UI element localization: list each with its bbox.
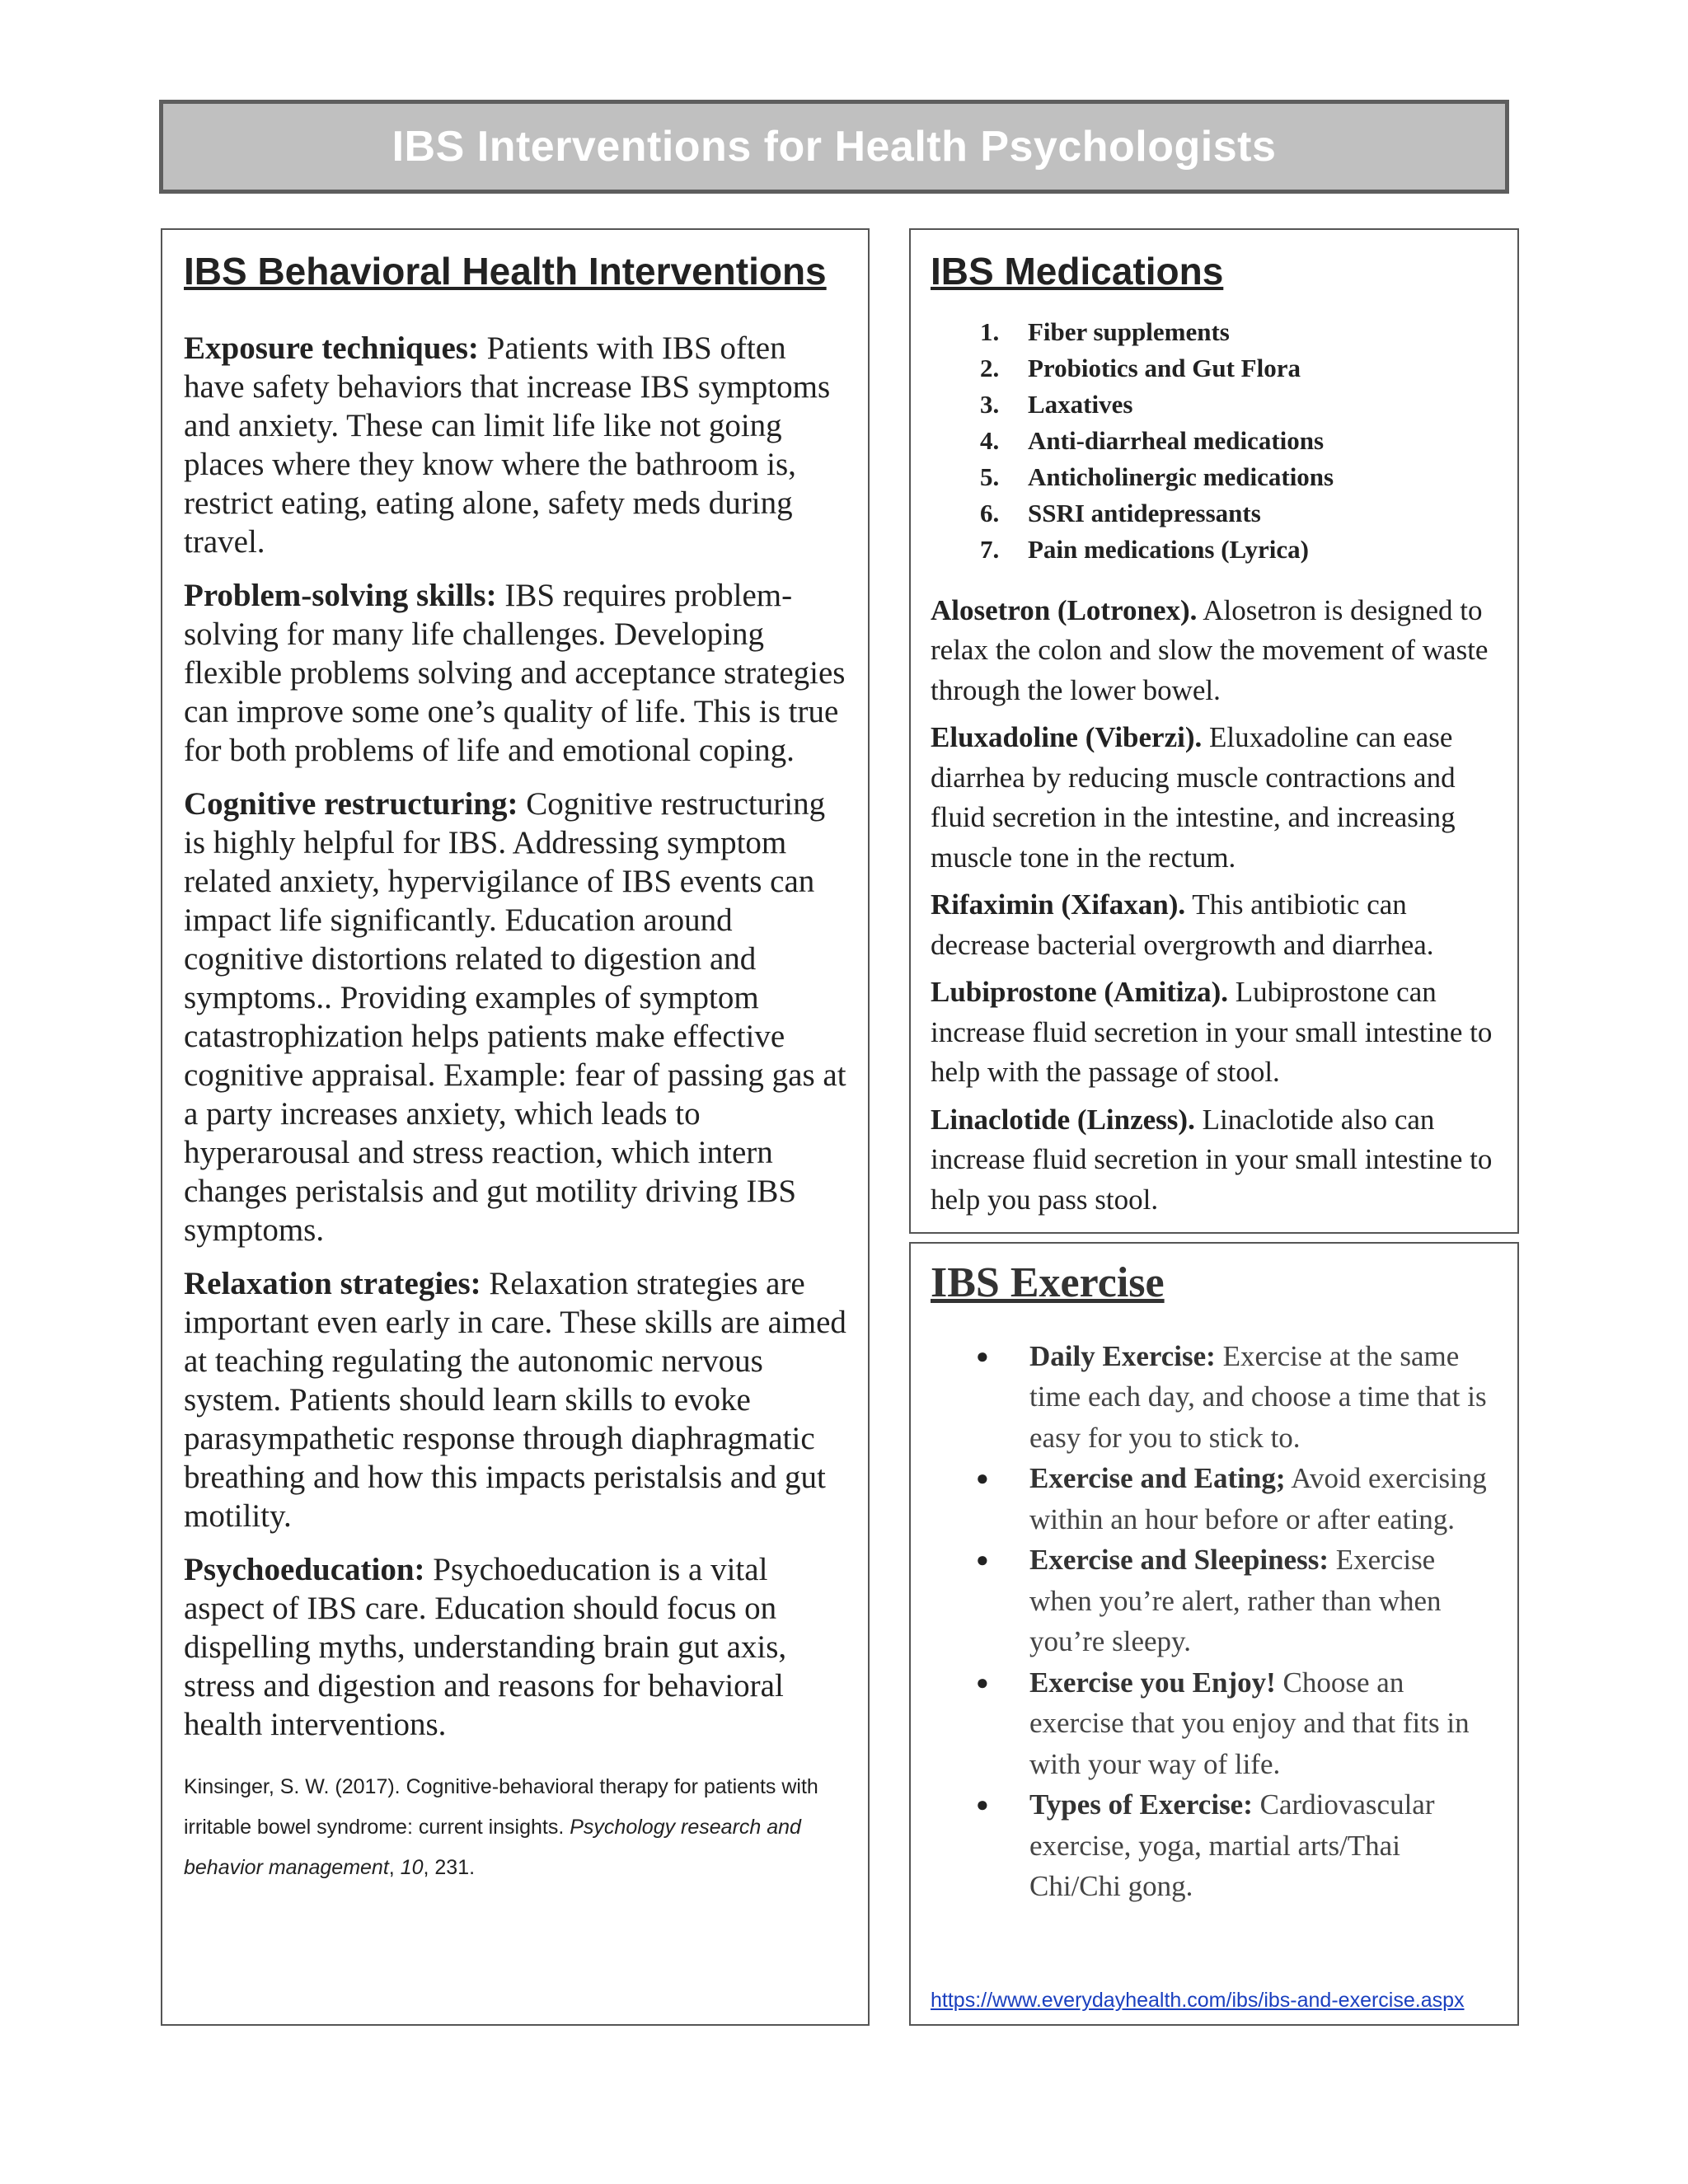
exercise-item-heading: Types of Exercise: [1029, 1788, 1253, 1821]
list-label: Probiotics and Gut Flora [1028, 353, 1301, 382]
list-item [931, 1336, 1498, 1459]
exercise-item-description: Exercise when you’re alert, rather than when you’re sleepy. [1029, 1544, 1442, 1658]
page-title: IBS Interventions for Health Psychologists [392, 123, 1277, 171]
bullet-icon: ● [976, 1793, 989, 1817]
reference-pages: , 231. [423, 1855, 476, 1879]
list-number: 3. [980, 389, 1000, 419]
exposure-techniques-heading: Exposure techniques: [184, 330, 479, 366]
drug-description: Linaclotide also can increase fluid secretion in your small intestine to help you pass stool. [931, 1103, 1493, 1216]
exercise-list [931, 1336, 1498, 1907]
list-number: 7. [980, 534, 1000, 564]
exercise-item-text [1029, 1336, 1498, 1459]
list-label: Anticholinergic medications [1028, 462, 1334, 491]
drug-description: This antibiotic can decrease bacterial overgrowth and diarrhea. [931, 888, 1434, 961]
exercise-item-text [1029, 1458, 1498, 1540]
drug-description: Alosetron is designed to relax the colon and slow the movement of waste through the lower bowel. [931, 593, 1489, 706]
exercise-item-heading: Exercise and Eating; [1029, 1462, 1286, 1495]
list-item [980, 495, 1498, 532]
source-link[interactable]: https://www.everydayhealth.com/ibs/ibs-and-exercise.aspx [931, 1989, 1465, 2012]
reference-volume: 10 [400, 1855, 424, 1879]
drug-name: Alosetron (Lotronex). [931, 593, 1198, 626]
list-number: 6. [980, 498, 1000, 527]
bullet-icon: ● [976, 1466, 989, 1491]
drug-name: Linaclotide (Linzess). [931, 1103, 1195, 1136]
cognitive-restructuring-heading: Cognitive restructuring: [184, 785, 518, 822]
medications-panel [909, 228, 1519, 1234]
drug-name: Rifaximin (Xifaxan). [931, 888, 1186, 921]
problem-solving-heading: Problem-solving skills: [184, 577, 497, 613]
drug-paragraph-alosetron [931, 591, 1498, 711]
list-item [931, 1458, 1498, 1540]
list-label: Fiber supplements [1028, 316, 1230, 346]
exercise-item-text [1029, 1540, 1498, 1662]
list-number: 5. [980, 462, 1000, 491]
medications-title: IBS Medications [931, 250, 1224, 293]
reference-authors-title: Kinsinger, S. W. (2017). Cognitive-behavioral therapy for patients with irritable bowel syndrome: current insights. [184, 1774, 818, 1839]
drug-paragraph-rifaximin [931, 885, 1498, 965]
list-item [931, 1662, 1498, 1785]
page-banner [159, 100, 1509, 194]
exposure-techniques-text: Patients with IBS often have safety behaviors that increase IBS symptoms and anxiety. These can limit life like not going places where they know where the bathroom is, restrict eating, eating alone, safety meds during travel. [184, 330, 831, 560]
relaxation-strategies-text: Relaxation strategies are important even early in care. These skills are aimed at teaching regulating the autonomic nervous system. Patients should learn skills to evoke parasympathetic response through diaphragmatic breathing and how this impacts peristalsis and gut motility. [184, 1265, 846, 1534]
list-item [980, 459, 1498, 495]
medication-list [931, 314, 1498, 568]
bullet-icon: ● [976, 1548, 989, 1572]
behavioral-interventions-panel [161, 228, 870, 2026]
list-item [931, 1784, 1498, 1907]
list-item [980, 387, 1498, 423]
list-label: Laxatives [1028, 389, 1133, 419]
cognitive-restructuring-paragraph [184, 785, 846, 1249]
exposure-techniques-paragraph [184, 329, 846, 561]
exercise-title: IBS Exercise [931, 1259, 1165, 1306]
list-item [980, 423, 1498, 459]
drug-name: Eluxadoline (Viberzi). [931, 721, 1203, 753]
bullet-icon: ● [976, 1670, 989, 1694]
reference-separator: , [388, 1855, 401, 1879]
reference-journal: Psychology research and behavior management [184, 1815, 801, 1879]
drug-description: Eluxadoline can ease diarrhea by reducing muscle contractions and fluid secretion in the intestine, and increasing muscle tone in the rectum. [931, 721, 1456, 874]
list-number: 1. [980, 316, 1000, 346]
list-item [931, 1540, 1498, 1662]
list-label: SSRI antidepressants [1028, 498, 1261, 527]
cognitive-restructuring-text: Cognitive restructuring is highly helpful for IBS. Addressing symptom related anxiety, hypervigilance of IBS events can impact life significantly. Education around cognitive distortions related to digestion and symptoms.. Providing examples of symptom catastrophization helps patients make effective cognitive appraisal. Example: fear of passing gas at a party increases anxiety, which leads to hyperarousal and stress reaction, which intern changes peristalsis and gut motility driving IBS symptoms. [184, 785, 846, 1248]
drug-paragraph-lubiprostone [931, 972, 1498, 1093]
problem-solving-paragraph [184, 576, 846, 770]
exercise-item-heading: Exercise you Enjoy! [1029, 1666, 1276, 1699]
psychoeducation-text: Psychoeducation is a vital aspect of IBS care. Education should focus on dispelling myths, understanding brain gut axis, stress and digestion and reasons for behavioral health interventions. [184, 1551, 787, 1742]
exercise-item-text [1029, 1662, 1498, 1785]
reference-citation [184, 1767, 846, 1888]
list-number: 2. [980, 353, 1000, 382]
list-label: Anti-diarrheal medications [1028, 425, 1325, 455]
list-item [980, 532, 1498, 568]
list-label: Pain medications (Lyrica) [1028, 534, 1309, 564]
drug-description: Lubiprostone can increase fluid secretion in your small intestine to help with the passage of stool. [931, 976, 1493, 1088]
list-number: 4. [980, 425, 1000, 455]
exercise-panel [909, 1242, 1519, 2026]
bullet-icon: ● [976, 1343, 989, 1368]
problem-solving-text: IBS requires problem-solving for many life challenges. Developing flexible problems solving and acceptance strategies can improve some one’s quality of life. This is true for both problems of life and emotional coping. [184, 577, 846, 768]
list-item [980, 314, 1498, 350]
drug-paragraph-eluxadoline [931, 718, 1498, 878]
exercise-item-heading: Daily Exercise: [1029, 1339, 1216, 1372]
relaxation-strategies-paragraph [184, 1264, 846, 1535]
psychoeducation-heading: Psychoeducation: [184, 1551, 425, 1587]
drug-paragraph-linaclotide [931, 1100, 1498, 1221]
exercise-item-description: Exercise at the same time each day, and choose a time that is easy for you to stick to. [1029, 1339, 1487, 1454]
exercise-item-text [1029, 1784, 1498, 1907]
exercise-item-description: Cardiovascular exercise, yoga, martial arts/Thai Chi/Chi gong. [1029, 1788, 1435, 1903]
exercise-item-description: Choose an exercise that you enjoy and that fits in with your way of life. [1029, 1666, 1470, 1780]
psychoeducation-paragraph [184, 1550, 846, 1744]
exercise-item-description: Avoid exercising within an hour before or after eating. [1029, 1462, 1487, 1535]
list-item [980, 350, 1498, 387]
drug-name: Lubiprostone (Amitiza). [931, 976, 1229, 1008]
relaxation-strategies-heading: Relaxation strategies: [184, 1265, 481, 1301]
behavioral-interventions-title: IBS Behavioral Health Interventions [184, 250, 827, 293]
exercise-item-heading: Exercise and Sleepiness: [1029, 1544, 1329, 1577]
